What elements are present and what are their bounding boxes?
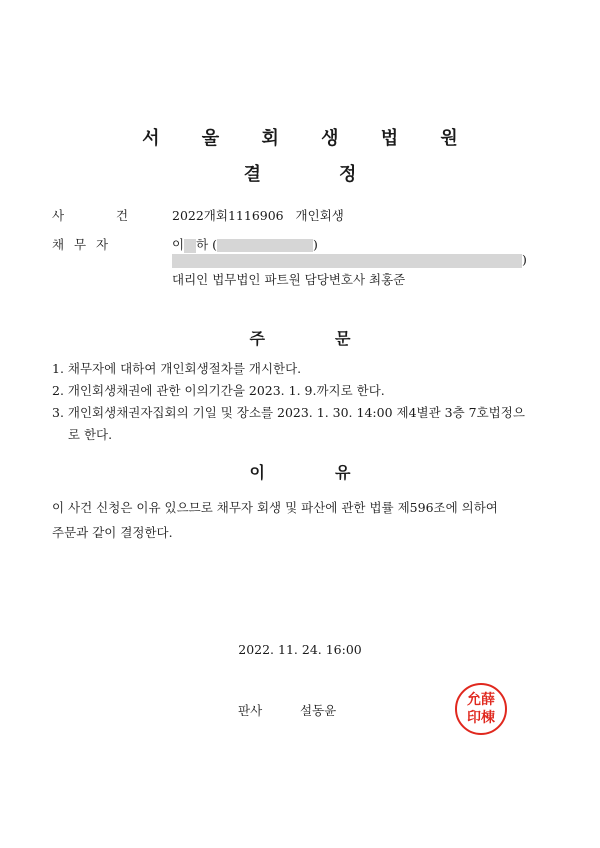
debtor-label-char: 채 (52, 237, 65, 252)
order-heading-right: 문 (335, 329, 351, 348)
order-item: 2. 개인회생채권에 관한 이의기간을 2023. 1. 9.까지로 한다. (52, 383, 385, 398)
debtor-paren: ) (313, 237, 318, 252)
reason-line: 이 사건 신청은 이유 있으므로 채무자 회생 및 파산에 관한 법률 제596조에 의하여 (52, 500, 498, 515)
debtor-name (172, 235, 318, 253)
case-label (52, 206, 138, 224)
debtor-name-last: 하 ( (196, 237, 218, 252)
redaction-bar (172, 254, 522, 268)
debtor-address (172, 252, 527, 268)
case-label-char: 사 (52, 208, 65, 223)
reason-heading-right: 유 (335, 463, 351, 482)
debtor-label (52, 235, 118, 253)
debtor-address-paren: ) (522, 252, 527, 267)
order-item: 1. 채무자에 대하여 개인회생절차를 개시한다. (52, 361, 302, 376)
seal-line: 允薛 (467, 692, 495, 708)
document-type-left: 결 (243, 164, 261, 185)
case-label-char: 건 (116, 208, 129, 223)
decision-date: 2022. 11. 24. 16:00 (238, 642, 362, 657)
redaction-bar (184, 239, 196, 253)
judge-name: 설동윤 (300, 703, 337, 718)
reason-heading-left: 이 (249, 463, 265, 482)
document-type-title (0, 160, 600, 186)
document-type-right: 정 (339, 164, 357, 185)
seal-line: 印棟 (467, 710, 495, 726)
case-number: 2022개회1116906 개인회생 (172, 208, 344, 223)
order-item: 로 한다. (52, 427, 113, 442)
order-heading (0, 326, 600, 349)
judge-title: 판사 (238, 703, 263, 718)
debtor-label-char: 자 (96, 237, 109, 252)
debtor-label-char: 무 (74, 237, 87, 252)
debtor-name-first: 이 (172, 237, 185, 252)
order-heading-left: 주 (249, 329, 265, 348)
redaction-bar (217, 239, 313, 252)
reason-line: 주문과 같이 결정한다. (52, 525, 173, 540)
seal-stamp (455, 683, 507, 735)
debtor-agent: 대리인 법무법인 파트원 담당변호사 최홍준 (172, 272, 406, 287)
order-item: 3. 개인회생채권자집회의 기일 및 장소를 2023. 1. 30. 14:00 제4별관 3층 7호법정으 (52, 405, 525, 420)
court-name: 서 울 회 생 법 원 (142, 128, 476, 149)
reason-heading (0, 460, 600, 483)
